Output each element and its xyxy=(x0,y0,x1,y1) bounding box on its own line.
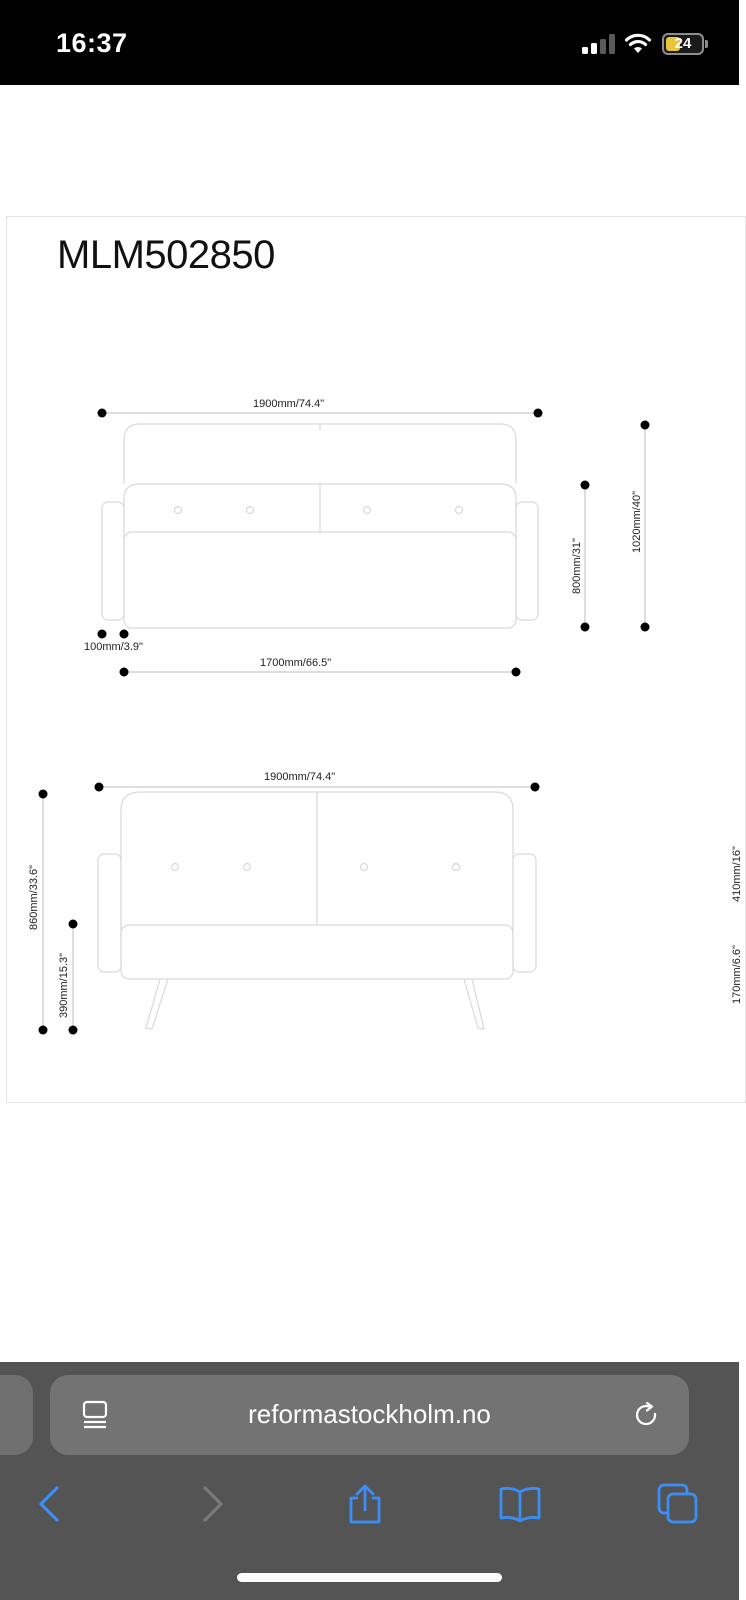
browser-bar xyxy=(0,1362,739,1600)
previous-tab-preview[interactable] xyxy=(0,1375,33,1455)
status-time: 16:37 xyxy=(56,28,128,58)
front-arm-width-label: 100mm/3.9" xyxy=(84,641,143,653)
forward-icon[interactable] xyxy=(189,1482,233,1526)
front-view-left-arm xyxy=(102,502,124,620)
side-arm-height-label: 410mm/16" xyxy=(731,846,743,902)
second-view-right-leg xyxy=(464,979,484,1029)
tabs-icon[interactable] xyxy=(656,1482,700,1526)
side-leg-height-label: 170mm/6.6" xyxy=(731,945,743,1004)
second-view-seat xyxy=(121,925,513,979)
back-icon[interactable] xyxy=(29,1482,73,1526)
front-back-height-label: 800mm/31" xyxy=(571,538,583,594)
front-total-height-label: 1020mm/40" xyxy=(631,491,643,553)
home-indicator[interactable] xyxy=(237,1573,502,1582)
front-view-backrest xyxy=(124,424,516,484)
second-view-right-arm xyxy=(513,854,536,972)
share-icon[interactable] xyxy=(343,1482,387,1526)
front-view-seat xyxy=(124,532,516,628)
front-overall-width-label: 1900mm/74.4" xyxy=(253,398,325,410)
second-view-left-leg xyxy=(146,979,168,1029)
browser-toolbar xyxy=(0,1468,739,1548)
url-text[interactable]: reformastockholm.no xyxy=(248,1399,491,1429)
second-view-left-arm xyxy=(98,854,121,972)
front-seat-width-label: 1700mm/66.5" xyxy=(260,657,332,669)
bookmarks-icon[interactable] xyxy=(498,1482,542,1526)
battery-level: 24 xyxy=(674,35,692,52)
reload-icon[interactable] xyxy=(633,1401,661,1429)
product-code-title: MLM502850 xyxy=(57,233,275,277)
second-total-height-label: 860mm/33.6" xyxy=(28,864,40,930)
front-view-right-arm xyxy=(516,502,538,620)
address-bar[interactable] xyxy=(50,1375,689,1455)
second-seat-height-label: 390mm/15.3" xyxy=(58,952,70,1018)
second-overall-width-label: 1900mm/74.4" xyxy=(264,771,336,783)
